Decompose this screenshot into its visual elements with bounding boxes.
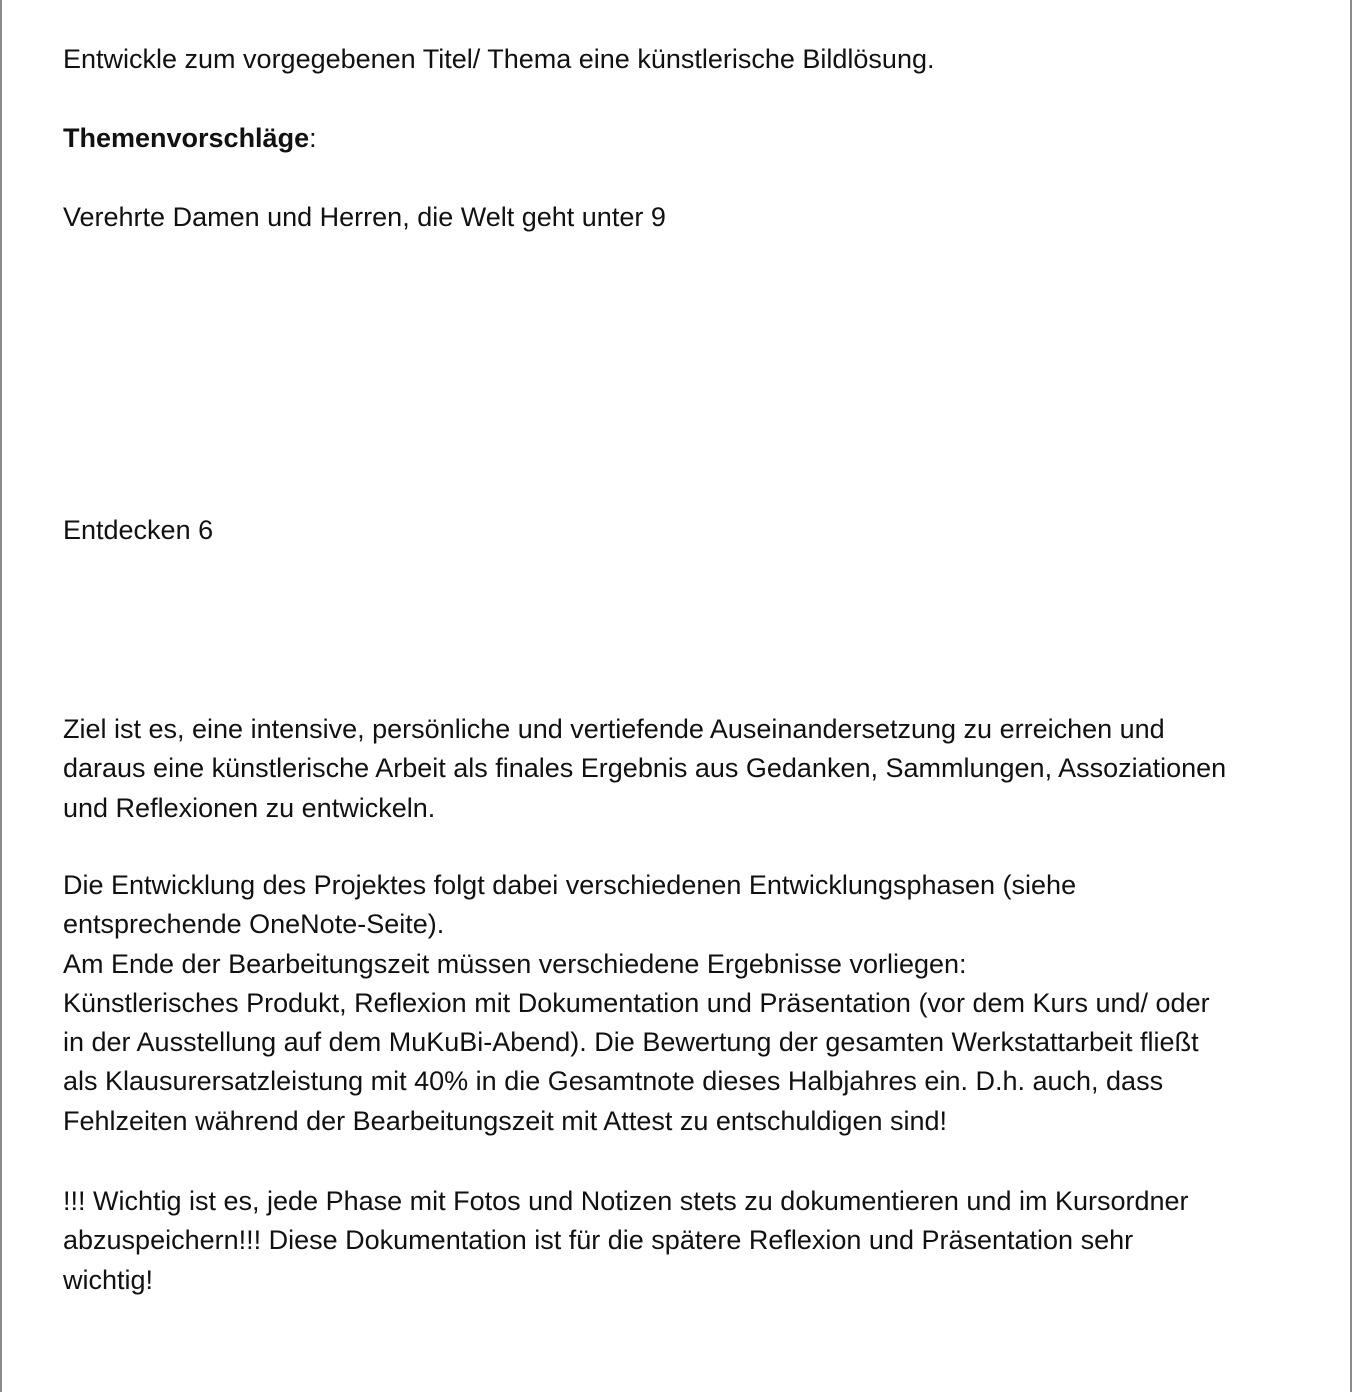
process-line: Am Ende der Bearbeitungszeit müssen verschiedene Ergebnisse vorliegen: bbox=[63, 948, 967, 979]
important-line: !!! Wichtig ist es, jede Phase mit Fotos und Notizen stets zu dokumentieren und im Kursordner bbox=[63, 1186, 1189, 1216]
topics-heading-colon: : bbox=[309, 123, 317, 153]
process-line: Die Entwicklung des Projektes folgt dabei verschiedenen Entwicklungsphasen (siehe bbox=[63, 870, 1077, 900]
process-line: als Klausurersatzleistung mit 40% in die Gesamtnote dieses Halbjahres ein. D.h. auch, dass bbox=[63, 1066, 1164, 1097]
topics-heading bbox=[63, 119, 317, 158]
goal-line: und Reflexionen zu entwickeln. bbox=[63, 792, 436, 823]
process-line: in der Ausstellung auf dem MuKuBi-Abend). Die Bewertung der gesamten Werkstattarbeit fließt bbox=[63, 1027, 1199, 1058]
goal-line: Ziel ist es, eine intensive, persönliche und vertiefende Auseinandersetzung zu erreichen und bbox=[63, 714, 1165, 744]
document-page bbox=[63, 0, 1335, 1392]
page-border-left bbox=[0, 0, 2, 1392]
process-line: Fehlzeiten während der Bearbeitungszeit mit Attest zu entschuldigen sind! bbox=[63, 1105, 948, 1136]
process-line: Künstlerisches Produkt, Reflexion mit Dokumentation und Präsentation (vor dem Kurs und/ oder bbox=[63, 987, 1210, 1018]
goal-paragraph bbox=[63, 710, 1335, 828]
important-line: abzuspeichern!!! Diese Dokumentation ist für die spätere Reflexion und Präsentation sehr bbox=[63, 1225, 1134, 1256]
goal-line: daraus eine künstlerische Arbeit als finales Ergebnis aus Gedanken, Sammlungen, Assoziationen bbox=[63, 753, 1227, 784]
process-paragraph bbox=[63, 866, 1335, 1141]
process-line: entsprechende OneNote-Seite). bbox=[63, 909, 445, 940]
intro-text: Entwickle zum vorgegebenen Titel/ Thema eine künstlerische Bildlösung. bbox=[63, 44, 935, 74]
important-paragraph bbox=[63, 1182, 1335, 1300]
important-line: wichtig! bbox=[63, 1264, 154, 1295]
topic-item-2: Entdecken 6 bbox=[63, 515, 214, 545]
topics-heading-label: Themenvorschläge bbox=[63, 123, 310, 153]
topic-item-1: Verehrte Damen und Herren, die Welt geht unter 9 bbox=[63, 202, 666, 232]
